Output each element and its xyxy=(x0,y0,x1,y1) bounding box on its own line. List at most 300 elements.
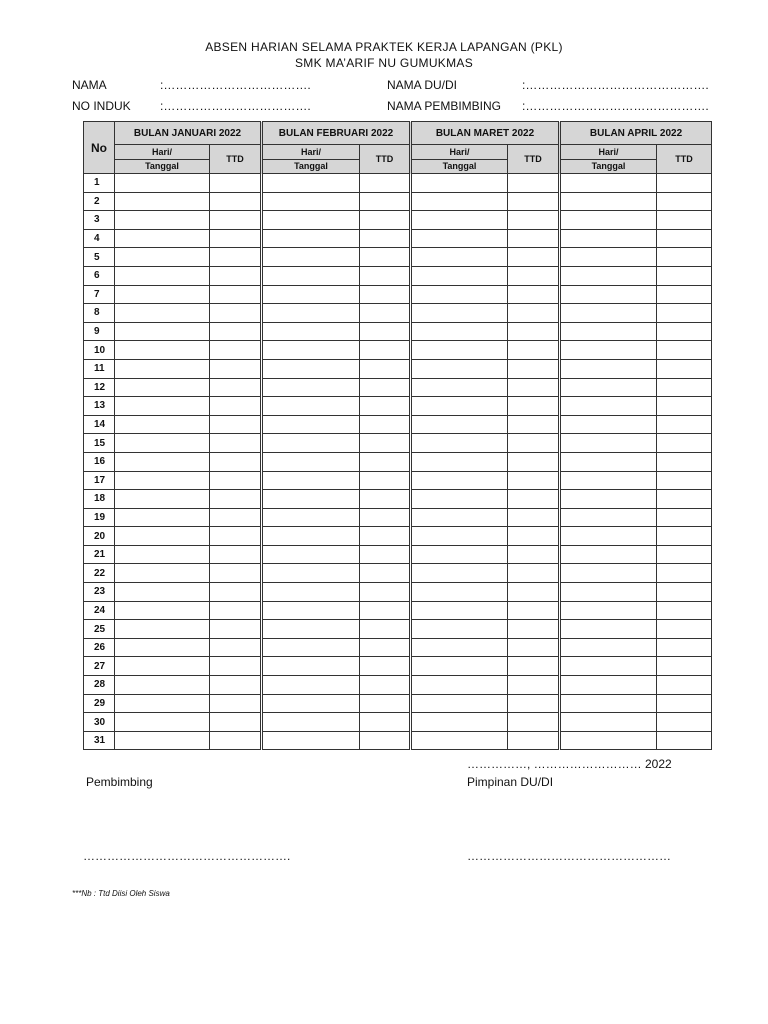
ttd-cell-january[interactable] xyxy=(210,341,262,360)
hari-tanggal-cell-january[interactable] xyxy=(115,266,210,285)
attendance-table xyxy=(83,121,712,750)
ttd-cell-april[interactable] xyxy=(657,322,712,341)
hari-tanggal-cell-march[interactable] xyxy=(411,713,508,732)
hari-tanggal-cell-january[interactable] xyxy=(115,620,210,639)
ttd-cell-april[interactable] xyxy=(657,564,712,583)
ttd-cell-january[interactable] xyxy=(210,545,262,564)
row-number: 18 xyxy=(84,490,115,509)
date-line[interactable]: ……………, ……………………… 2022 xyxy=(467,757,672,771)
hari-tanggal-header-april: Hari/ Tanggal xyxy=(560,145,657,174)
school-name: SMK MA’ARIF NU GUMUKMAS xyxy=(294,56,474,70)
ttd-cell-march[interactable] xyxy=(508,174,560,193)
ttd-cell-april[interactable] xyxy=(657,583,712,602)
hari-tanggal-cell-april[interactable] xyxy=(560,341,657,360)
hari-tanggal-cell-january[interactable] xyxy=(115,657,210,676)
table-row xyxy=(84,341,712,360)
ttd-cell-march[interactable] xyxy=(508,676,560,695)
ttd-cell-march[interactable] xyxy=(508,638,560,657)
ttd-cell-april[interactable] xyxy=(657,211,712,230)
hari-tanggal-cell-january[interactable] xyxy=(115,174,210,193)
hari-tanggal-cell-april[interactable] xyxy=(560,638,657,657)
hari-tanggal-cell-april[interactable] xyxy=(560,527,657,546)
ttd-cell-february[interactable] xyxy=(360,192,411,211)
attendance-table-body xyxy=(84,174,712,750)
month-header-april: BULAN APRIL 2022 xyxy=(560,122,712,145)
ttd-cell-january[interactable] xyxy=(210,174,262,193)
hari-tanggal-cell-march[interactable] xyxy=(411,341,508,360)
hari-tanggal-cell-february[interactable] xyxy=(262,713,360,732)
hari-tanggal-cell-january[interactable] xyxy=(115,471,210,490)
ttd-cell-april[interactable] xyxy=(657,304,712,323)
ttd-cell-february[interactable] xyxy=(360,471,411,490)
ttd-header-january: TTD xyxy=(210,145,262,174)
ttd-cell-march[interactable] xyxy=(508,713,560,732)
hari-tanggal-cell-march[interactable] xyxy=(411,359,508,378)
hari-tanggal-cell-january[interactable] xyxy=(115,694,210,713)
hari-tanggal-cell-april[interactable] xyxy=(560,452,657,471)
ttd-cell-january[interactable] xyxy=(210,229,262,248)
hari-tanggal-cell-march[interactable] xyxy=(411,676,508,695)
ttd-cell-january[interactable] xyxy=(210,266,262,285)
hari-tanggal-cell-april[interactable] xyxy=(560,583,657,602)
hari-tanggal-cell-january[interactable] xyxy=(115,378,210,397)
hari-tanggal-cell-april[interactable] xyxy=(560,471,657,490)
ttd-cell-february[interactable] xyxy=(360,378,411,397)
hari-tanggal-cell-april[interactable] xyxy=(560,174,657,193)
ttd-cell-january[interactable] xyxy=(210,583,262,602)
ttd-cell-march[interactable] xyxy=(508,601,560,620)
ttd-cell-january[interactable] xyxy=(210,601,262,620)
hari-tanggal-cell-january[interactable] xyxy=(115,322,210,341)
hari-tanggal-cell-april[interactable] xyxy=(560,322,657,341)
hari-tanggal-cell-january[interactable] xyxy=(115,397,210,416)
ttd-cell-february[interactable] xyxy=(360,211,411,230)
pembimbing-signature-line[interactable]: ……………………………………………. xyxy=(83,849,291,863)
hari-tanggal-cell-april[interactable] xyxy=(560,601,657,620)
ttd-cell-march[interactable] xyxy=(508,359,560,378)
hari-tanggal-cell-march[interactable] xyxy=(411,174,508,193)
ttd-cell-march[interactable] xyxy=(508,620,560,639)
hari-tanggal-cell-january[interactable] xyxy=(115,564,210,583)
ttd-cell-february[interactable] xyxy=(360,657,411,676)
table-row xyxy=(84,304,712,323)
ttd-cell-april[interactable] xyxy=(657,601,712,620)
ttd-cell-february[interactable] xyxy=(360,304,411,323)
ttd-cell-february[interactable] xyxy=(360,266,411,285)
hari-tanggal-cell-march[interactable] xyxy=(411,657,508,676)
ttd-cell-april[interactable] xyxy=(657,471,712,490)
hari-tanggal-cell-february[interactable] xyxy=(262,341,360,360)
hari-tanggal-cell-february[interactable] xyxy=(262,490,360,509)
row-number: 23 xyxy=(84,583,115,602)
hari-tanggal-cell-april[interactable] xyxy=(560,304,657,323)
ttd-cell-march[interactable] xyxy=(508,434,560,453)
hari-tanggal-cell-february[interactable] xyxy=(262,359,360,378)
hari-tanggal-cell-april[interactable] xyxy=(560,676,657,695)
row-number: 30 xyxy=(84,713,115,732)
hari-tanggal-cell-january[interactable] xyxy=(115,211,210,230)
hari-tanggal-cell-january[interactable] xyxy=(115,545,210,564)
ttd-cell-january[interactable] xyxy=(210,359,262,378)
hari-tanggal-cell-january[interactable] xyxy=(115,359,210,378)
hari-tanggal-cell-february[interactable] xyxy=(262,285,360,304)
month-header-march: BULAN MARET 2022 xyxy=(411,122,560,145)
hari-tanggal-cell-march[interactable] xyxy=(411,471,508,490)
ttd-cell-january[interactable] xyxy=(210,638,262,657)
hari-tanggal-cell-february[interactable] xyxy=(262,434,360,453)
hari-tanggal-cell-april[interactable] xyxy=(560,657,657,676)
ttd-cell-january[interactable] xyxy=(210,397,262,416)
ttd-cell-february[interactable] xyxy=(360,434,411,453)
hari-tanggal-cell-march[interactable] xyxy=(411,452,508,471)
hari-tanggal-cell-january[interactable] xyxy=(115,676,210,695)
table-row xyxy=(84,601,712,620)
hari-tanggal-cell-march[interactable] xyxy=(411,490,508,509)
ttd-cell-march[interactable] xyxy=(508,490,560,509)
ttd-cell-march[interactable] xyxy=(508,285,560,304)
row-number: 14 xyxy=(84,415,115,434)
hari-tanggal-cell-march[interactable] xyxy=(411,266,508,285)
ttd-cell-april[interactable] xyxy=(657,359,712,378)
ttd-cell-january[interactable] xyxy=(210,322,262,341)
ttd-cell-february[interactable] xyxy=(360,583,411,602)
ttd-cell-january[interactable] xyxy=(210,434,262,453)
hari-tanggal-cell-march[interactable] xyxy=(411,545,508,564)
hari-tanggal-cell-january[interactable] xyxy=(115,415,210,434)
hari-tanggal-cell-february[interactable] xyxy=(262,322,360,341)
ttd-cell-january[interactable] xyxy=(210,452,262,471)
hari-tanggal-cell-february[interactable] xyxy=(262,304,360,323)
hari-tanggal-cell-january[interactable] xyxy=(115,713,210,732)
ttd-cell-march[interactable] xyxy=(508,304,560,323)
ttd-cell-february[interactable] xyxy=(360,397,411,416)
hari-tanggal-cell-february[interactable] xyxy=(262,657,360,676)
hari-tanggal-cell-march[interactable] xyxy=(411,397,508,416)
row-number: 9 xyxy=(84,322,115,341)
ttd-cell-april[interactable] xyxy=(657,434,712,453)
hari-tanggal-cell-january[interactable] xyxy=(115,341,210,360)
ttd-cell-february[interactable] xyxy=(360,341,411,360)
hari-tanggal-cell-february[interactable] xyxy=(262,211,360,230)
hari-tanggal-cell-january[interactable] xyxy=(115,304,210,323)
hari-tanggal-cell-february[interactable] xyxy=(262,508,360,527)
row-number: 21 xyxy=(84,545,115,564)
hari-tanggal-cell-march[interactable] xyxy=(411,564,508,583)
hari-tanggal-cell-march[interactable] xyxy=(411,229,508,248)
table-row xyxy=(84,731,712,750)
hari-tanggal-cell-february[interactable] xyxy=(262,676,360,695)
ttd-cell-april[interactable] xyxy=(657,490,712,509)
ttd-cell-january[interactable] xyxy=(210,620,262,639)
ttd-cell-march[interactable] xyxy=(508,211,560,230)
ttd-cell-april[interactable] xyxy=(657,192,712,211)
hari-tanggal-cell-february[interactable] xyxy=(262,601,360,620)
ttd-cell-march[interactable] xyxy=(508,452,560,471)
row-number: 27 xyxy=(84,657,115,676)
hari-tanggal-cell-january[interactable] xyxy=(115,452,210,471)
hari-tanggal-cell-february[interactable] xyxy=(262,248,360,267)
row-number: 17 xyxy=(84,471,115,490)
hari-tanggal-cell-march[interactable] xyxy=(411,601,508,620)
row-number: 15 xyxy=(84,434,115,453)
hari-tanggal-cell-april[interactable] xyxy=(560,694,657,713)
no-header: No xyxy=(84,122,115,174)
ttd-cell-january[interactable] xyxy=(210,676,262,695)
ttd-cell-march[interactable] xyxy=(508,694,560,713)
ttd-cell-march[interactable] xyxy=(508,266,560,285)
ttd-cell-march[interactable] xyxy=(508,471,560,490)
ttd-cell-april[interactable] xyxy=(657,415,712,434)
ttd-cell-april[interactable] xyxy=(657,248,712,267)
hari-tanggal-cell-january[interactable] xyxy=(115,248,210,267)
hari-tanggal-cell-february[interactable] xyxy=(262,378,360,397)
ttd-cell-january[interactable] xyxy=(210,415,262,434)
table-row xyxy=(84,564,712,583)
ttd-cell-february[interactable] xyxy=(360,322,411,341)
hari-tanggal-cell-april[interactable] xyxy=(560,248,657,267)
hari-tanggal-cell-april[interactable] xyxy=(560,192,657,211)
hari-tanggal-cell-january[interactable] xyxy=(115,192,210,211)
hari-tanggal-cell-april[interactable] xyxy=(560,359,657,378)
ttd-header-february: TTD xyxy=(360,145,411,174)
pembimbing-label: Pembimbing xyxy=(86,775,153,789)
ttd-cell-january[interactable] xyxy=(210,378,262,397)
hari-tanggal-cell-april[interactable] xyxy=(560,434,657,453)
ttd-cell-january[interactable] xyxy=(210,508,262,527)
ttd-cell-march[interactable] xyxy=(508,731,560,750)
ttd-cell-january[interactable] xyxy=(210,657,262,676)
nama-field xyxy=(72,78,311,92)
ttd-cell-february[interactable] xyxy=(360,248,411,267)
ttd-cell-february[interactable] xyxy=(360,452,411,471)
hari-tanggal-cell-march[interactable] xyxy=(411,192,508,211)
hari-tanggal-cell-january[interactable] xyxy=(115,731,210,750)
hari-tanggal-cell-april[interactable] xyxy=(560,378,657,397)
hari-tanggal-cell-february[interactable] xyxy=(262,583,360,602)
hari-tanggal-cell-march[interactable] xyxy=(411,322,508,341)
nama-dudi-label: NAMA DU/DI xyxy=(387,78,458,92)
hari-tanggal-cell-april[interactable] xyxy=(560,620,657,639)
ttd-cell-february[interactable] xyxy=(360,601,411,620)
ttd-cell-january[interactable] xyxy=(210,490,262,509)
ttd-cell-march[interactable] xyxy=(508,322,560,341)
footnote: ***Nb : Ttd Diisi Oleh Siswa xyxy=(72,889,170,898)
ttd-cell-january[interactable] xyxy=(210,285,262,304)
ttd-cell-april[interactable] xyxy=(657,638,712,657)
hari-tanggal-cell-april[interactable] xyxy=(560,211,657,230)
pimpinan-signature-line[interactable]: …………………………………………… xyxy=(467,849,671,863)
ttd-cell-february[interactable] xyxy=(360,359,411,378)
ttd-cell-january[interactable] xyxy=(210,694,262,713)
ttd-cell-april[interactable] xyxy=(657,285,712,304)
row-number: 5 xyxy=(84,248,115,267)
ttd-cell-april[interactable] xyxy=(657,713,712,732)
ttd-cell-january[interactable] xyxy=(210,304,262,323)
ttd-cell-february[interactable] xyxy=(360,731,411,750)
ttd-cell-april[interactable] xyxy=(657,397,712,416)
nama-pembimbing-input[interactable]: :………………………………………. xyxy=(522,99,709,113)
hari-tanggal-cell-march[interactable] xyxy=(411,694,508,713)
hari-tanggal-cell-february[interactable] xyxy=(262,452,360,471)
ttd-cell-january[interactable] xyxy=(210,211,262,230)
hari-tanggal-cell-april[interactable] xyxy=(560,545,657,564)
ttd-cell-february[interactable] xyxy=(360,415,411,434)
ttd-cell-april[interactable] xyxy=(657,341,712,360)
ttd-cell-february[interactable] xyxy=(360,490,411,509)
hari-tanggal-cell-march[interactable] xyxy=(411,434,508,453)
ttd-cell-february[interactable] xyxy=(360,620,411,639)
hari-tanggal-cell-april[interactable] xyxy=(560,397,657,416)
ttd-cell-january[interactable] xyxy=(210,471,262,490)
hari-tanggal-cell-february[interactable] xyxy=(262,527,360,546)
hari-tanggal-cell-march[interactable] xyxy=(411,378,508,397)
row-number: 29 xyxy=(84,694,115,713)
table-row xyxy=(84,657,712,676)
table-row xyxy=(84,229,712,248)
hari-tanggal-cell-march[interactable] xyxy=(411,638,508,657)
hari-tanggal-cell-february[interactable] xyxy=(262,545,360,564)
hari-tanggal-cell-march[interactable] xyxy=(411,527,508,546)
hari-tanggal-cell-march[interactable] xyxy=(411,620,508,639)
ttd-cell-january[interactable] xyxy=(210,564,262,583)
hari-tanggal-cell-january[interactable] xyxy=(115,490,210,509)
ttd-cell-february[interactable] xyxy=(360,713,411,732)
table-row xyxy=(84,415,712,434)
hari-tanggal-cell-april[interactable] xyxy=(560,266,657,285)
ttd-cell-march[interactable] xyxy=(508,564,560,583)
hari-tanggal-cell-april[interactable] xyxy=(560,229,657,248)
hari-tanggal-cell-january[interactable] xyxy=(115,434,210,453)
ttd-cell-february[interactable] xyxy=(360,527,411,546)
hari-tanggal-cell-february[interactable] xyxy=(262,471,360,490)
hari-tanggal-cell-april[interactable] xyxy=(560,415,657,434)
hari-tanggal-cell-april[interactable] xyxy=(560,508,657,527)
hari-tanggal-cell-march[interactable] xyxy=(411,415,508,434)
ttd-cell-april[interactable] xyxy=(657,545,712,564)
ttd-cell-february[interactable] xyxy=(360,638,411,657)
hari-tanggal-cell-march[interactable] xyxy=(411,304,508,323)
table-row xyxy=(84,322,712,341)
hari-tanggal-cell-february[interactable] xyxy=(262,694,360,713)
ttd-cell-february[interactable] xyxy=(360,508,411,527)
hari-tanggal-cell-february[interactable] xyxy=(262,638,360,657)
ttd-cell-march[interactable] xyxy=(508,248,560,267)
ttd-cell-february[interactable] xyxy=(360,229,411,248)
ttd-header-march: TTD xyxy=(508,145,560,174)
hari-tanggal-cell-january[interactable] xyxy=(115,508,210,527)
ttd-cell-january[interactable] xyxy=(210,527,262,546)
row-number: 8 xyxy=(84,304,115,323)
hari-tanggal-cell-january[interactable] xyxy=(115,285,210,304)
ttd-cell-april[interactable] xyxy=(657,266,712,285)
hari-tanggal-cell-february[interactable] xyxy=(262,564,360,583)
ttd-cell-april[interactable] xyxy=(657,174,712,193)
ttd-cell-march[interactable] xyxy=(508,229,560,248)
ttd-cell-april[interactable] xyxy=(657,676,712,695)
hari-tanggal-cell-april[interactable] xyxy=(560,564,657,583)
hari-tanggal-cell-january[interactable] xyxy=(115,583,210,602)
hari-tanggal-cell-march[interactable] xyxy=(411,285,508,304)
ttd-cell-april[interactable] xyxy=(657,620,712,639)
hari-tanggal-cell-february[interactable] xyxy=(262,266,360,285)
table-row xyxy=(84,471,712,490)
hari-tanggal-cell-april[interactable] xyxy=(560,713,657,732)
ttd-cell-april[interactable] xyxy=(657,452,712,471)
ttd-cell-february[interactable] xyxy=(360,694,411,713)
row-number: 24 xyxy=(84,601,115,620)
ttd-cell-april[interactable] xyxy=(657,731,712,750)
hari-tanggal-cell-february[interactable] xyxy=(262,174,360,193)
hari-tanggal-cell-january[interactable] xyxy=(115,229,210,248)
ttd-cell-march[interactable] xyxy=(508,545,560,564)
row-number: 19 xyxy=(84,508,115,527)
ttd-cell-april[interactable] xyxy=(657,508,712,527)
hari-tanggal-cell-february[interactable] xyxy=(262,397,360,416)
hari-tanggal-cell-february[interactable] xyxy=(262,731,360,750)
ttd-cell-february[interactable] xyxy=(360,174,411,193)
table-row xyxy=(84,285,712,304)
hari-tanggal-cell-march[interactable] xyxy=(411,248,508,267)
hari-tanggal-cell-april[interactable] xyxy=(560,490,657,509)
ttd-cell-march[interactable] xyxy=(508,378,560,397)
ttd-cell-april[interactable] xyxy=(657,657,712,676)
ttd-cell-february[interactable] xyxy=(360,285,411,304)
table-row xyxy=(84,452,712,471)
hari-tanggal-cell-february[interactable] xyxy=(262,229,360,248)
ttd-cell-march[interactable] xyxy=(508,527,560,546)
hari-tanggal-cell-march[interactable] xyxy=(411,583,508,602)
table-row xyxy=(84,397,712,416)
hari-tanggal-cell-january[interactable] xyxy=(115,638,210,657)
nama-input[interactable]: :………………………………. xyxy=(160,78,311,92)
row-number: 16 xyxy=(84,452,115,471)
ttd-cell-january[interactable] xyxy=(210,192,262,211)
ttd-cell-march[interactable] xyxy=(508,508,560,527)
ttd-cell-january[interactable] xyxy=(210,248,262,267)
hari-tanggal-cell-february[interactable] xyxy=(262,415,360,434)
no-induk-input[interactable]: :………………………………. xyxy=(160,99,311,113)
ttd-cell-march[interactable] xyxy=(508,192,560,211)
ttd-cell-march[interactable] xyxy=(508,657,560,676)
ttd-cell-april[interactable] xyxy=(657,694,712,713)
ttd-cell-february[interactable] xyxy=(360,676,411,695)
ttd-cell-march[interactable] xyxy=(508,341,560,360)
nama-dudi-input[interactable]: :………………………………………. xyxy=(522,78,709,92)
hari-tanggal-cell-february[interactable] xyxy=(262,620,360,639)
ttd-cell-january[interactable] xyxy=(210,713,262,732)
ttd-cell-january[interactable] xyxy=(210,731,262,750)
hari-tanggal-cell-april[interactable] xyxy=(560,731,657,750)
ttd-cell-march[interactable] xyxy=(508,397,560,416)
hari-tanggal-cell-march[interactable] xyxy=(411,211,508,230)
ttd-cell-february[interactable] xyxy=(360,545,411,564)
ttd-cell-april[interactable] xyxy=(657,229,712,248)
ttd-cell-april[interactable] xyxy=(657,527,712,546)
no-induk-field xyxy=(72,99,311,113)
table-row xyxy=(84,378,712,397)
hari-tanggal-cell-february[interactable] xyxy=(262,192,360,211)
ttd-cell-march[interactable] xyxy=(508,583,560,602)
hari-tanggal-cell-march[interactable] xyxy=(411,508,508,527)
hari-tanggal-cell-march[interactable] xyxy=(411,731,508,750)
hari-tanggal-cell-january[interactable] xyxy=(115,527,210,546)
ttd-cell-april[interactable] xyxy=(657,378,712,397)
ttd-cell-february[interactable] xyxy=(360,564,411,583)
hari-tanggal-cell-january[interactable] xyxy=(115,601,210,620)
table-row xyxy=(84,694,712,713)
hari-tanggal-cell-april[interactable] xyxy=(560,285,657,304)
ttd-cell-march[interactable] xyxy=(508,415,560,434)
